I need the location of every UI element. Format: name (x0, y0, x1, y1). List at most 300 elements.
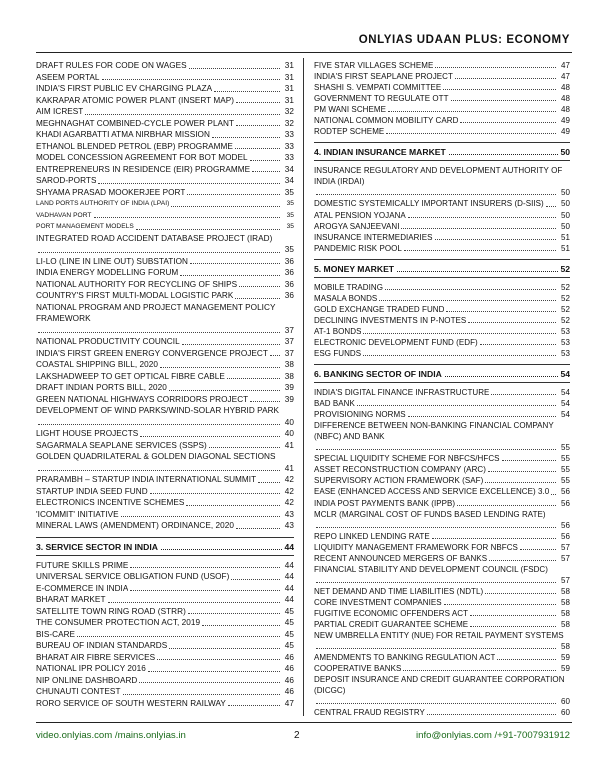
toc-entry[interactable] (36, 164, 294, 176)
toc-entry-title: BHARAT AIR FIBRE SERVICES (36, 652, 156, 662)
toc-entry-page: 57 (561, 575, 570, 585)
toc-entry[interactable] (36, 675, 294, 687)
toc-entry-page: 33 (284, 130, 294, 139)
toc-entry-leader-line (314, 520, 570, 531)
toc-entry[interactable] (314, 93, 570, 104)
dot-leader (363, 333, 556, 334)
dot-leader (190, 263, 280, 264)
toc-entry[interactable] (314, 498, 570, 509)
toc-entry[interactable] (36, 371, 294, 383)
column-divider (303, 58, 304, 716)
toc-entry-page: 55 (561, 454, 570, 464)
dot-leader (85, 114, 280, 115)
toc-entry-page: 52 (561, 282, 570, 292)
toc-entry-page: 55 (561, 476, 570, 486)
toc-entry-title: INTEGRATED ROAD ACCIDENT DATABASE PROJECT (IRAD) (36, 233, 273, 243)
toc-entry[interactable] (36, 83, 294, 95)
toc-section-heading[interactable] (314, 364, 570, 383)
toc-entry-title: PROVISIONING NORMS (314, 410, 406, 420)
toc-entry[interactable] (36, 129, 294, 141)
toc-entry-page: 36 (284, 279, 294, 289)
toc-entry-title: SPECIAL LIQUIDITY SCHEME FOR NBFCS/HFCS (314, 454, 500, 464)
toc-entry[interactable] (314, 509, 570, 531)
dot-leader (432, 538, 556, 539)
toc-entry-page: 44 (284, 572, 294, 581)
toc-entry-page: 53 (561, 337, 570, 347)
toc-entry[interactable] (36, 606, 294, 618)
toc-entry-page: 51 (561, 232, 570, 242)
toc-entry-title: PANDEMIC RISK POOL (314, 243, 402, 253)
dot-leader (171, 206, 280, 207)
toc-entry[interactable] (314, 348, 570, 359)
dot-leader (182, 344, 280, 345)
dot-leader (236, 102, 280, 103)
footer-contact[interactable]: info@onlyias.com /+91-7007931912 (415, 730, 570, 741)
toc-entry-title: MODEL CONCESSION AGREEMENT FOR BOT MODEL (36, 153, 248, 162)
toc-entry-title: LAND PORTS AUTHORITY OF INDIA (LPAI) (36, 200, 170, 207)
toc-entry-title: ELECTRONICS INCENTIVE SCHEMES (36, 498, 185, 507)
dot-leader (169, 390, 280, 391)
toc-entry-page: 35 (284, 245, 294, 254)
dot-leader (388, 111, 556, 112)
dot-leader (404, 250, 556, 251)
toc-entry-page: 56 (561, 498, 570, 508)
toc-entry[interactable] (36, 394, 294, 406)
toc-left-column (36, 60, 294, 709)
toc-entry[interactable] (36, 221, 294, 233)
toc-entry[interactable] (36, 571, 294, 583)
toc-entry-leader-line (36, 244, 294, 256)
toc-entry-title: PARTIAL CREDIT GUARANTEE SCHEME (314, 620, 469, 630)
toc-entry-title: INDIA'S FIRST GREEN ENERGY CONVERGENCE PROJECT (36, 348, 268, 358)
toc-entry-leader-line (314, 442, 570, 453)
toc-entry-page: 31 (284, 84, 294, 93)
toc-entry-title: DOMESTIC SYSTEMICALLY IMPORTANT INSURERS (D-SIIS) (314, 199, 544, 209)
toc-entry-page: 39 (284, 394, 294, 404)
toc-entry-title: SATELLITE TOWN RING ROAD (STRR) (36, 606, 186, 616)
dot-leader (480, 344, 556, 345)
toc-entry-title: INSURANCE REGULATORY AND DEVELOPMENT AUTHORITY OF INDIA (IRDAI) (314, 166, 563, 187)
toc-entry-page: 54 (560, 369, 570, 380)
dot-leader (470, 626, 556, 627)
toc-entry-page: 36 (284, 268, 294, 277)
toc-entry[interactable] (36, 560, 294, 572)
toc-entry-page: 50 (561, 210, 570, 220)
toc-entry-title: PORT MANAGEMENT MODELS (36, 223, 134, 230)
toc-entry-title: SHASHI S. VEMPATI COMMITTEE (314, 83, 442, 93)
toc-entry[interactable] (36, 95, 294, 107)
toc-entry-page: 49 (561, 127, 570, 137)
dot-leader (385, 289, 556, 290)
toc-entry-title: FUGITIVE ECONOMIC OFFENDERS ACT (314, 608, 469, 618)
toc-entry-title: INDIA'S DIGITAL FINANCE INFRASTRUCTURE (314, 388, 490, 398)
toc-entry[interactable] (314, 82, 570, 93)
dot-leader (77, 636, 280, 637)
dot-leader (316, 582, 556, 583)
toc-entry-page: 48 (561, 83, 570, 93)
dot-leader (161, 549, 283, 550)
toc-entry-title: NEW UMBRELLA ENTITY (NUE) FOR RETAIL PAYMENT SYSTEMS (314, 631, 564, 641)
dot-leader (491, 394, 556, 395)
toc-entry[interactable] (36, 72, 294, 84)
dot-leader (157, 659, 280, 660)
toc-entry-page: 54 (561, 388, 570, 398)
toc-entry-leader-line (314, 641, 570, 652)
toc-entry-title: MINERAL LAWS (AMENDMENT) ORDINANCE, 2020 (36, 521, 234, 530)
toc-entry-page: 50 (561, 199, 570, 209)
dot-leader (186, 505, 280, 506)
dot-leader (451, 100, 556, 101)
toc-entry[interactable] (36, 348, 294, 360)
toc-entry-page: 56 (561, 520, 570, 530)
toc-entry[interactable] (36, 629, 294, 641)
toc-entry[interactable] (314, 198, 570, 209)
toc-entry-title: SAGARMALA SEAPLANE SERVICES (SSPS) (36, 440, 207, 450)
toc-entry-page: 43 (284, 521, 294, 530)
toc-entry-page: 38 (284, 371, 294, 381)
dot-leader (252, 171, 280, 172)
toc-entry[interactable] (36, 640, 294, 652)
dot-leader (408, 416, 556, 417)
toc-entry[interactable] (314, 674, 570, 707)
toc-entry[interactable] (36, 594, 294, 606)
dot-leader (316, 648, 556, 649)
toc-entry[interactable] (314, 221, 570, 232)
toc-entry-title: DRAFT INDIAN PORTS BILL, 2020 (36, 383, 167, 392)
dot-leader (435, 67, 556, 68)
toc-entry-page: 36 (284, 291, 294, 300)
toc-entry-page: 41 (284, 463, 294, 473)
dot-leader (235, 298, 280, 299)
toc-entry-page: 33 (284, 141, 294, 151)
dot-leader (228, 705, 280, 706)
toc-entry[interactable] (36, 652, 294, 664)
toc-entry[interactable] (36, 302, 294, 337)
toc-entry[interactable] (36, 686, 294, 698)
toc-entry[interactable] (36, 198, 294, 210)
dot-leader (180, 275, 280, 276)
toc-entry-page: 33 (284, 153, 294, 162)
toc-entry[interactable] (36, 279, 294, 291)
toc-entry[interactable] (314, 542, 570, 553)
dot-leader (489, 560, 556, 561)
toc-entry[interactable] (36, 663, 294, 675)
toc-entry[interactable] (36, 141, 294, 153)
toc-entry-title: INSURANCE INTERMEDIARIES (314, 232, 433, 242)
dot-leader (363, 355, 556, 356)
toc-entry-page: 54 (561, 410, 570, 420)
toc-entry[interactable] (314, 398, 570, 409)
toc-entry-page: 50 (561, 221, 570, 231)
toc-entry[interactable] (36, 152, 294, 164)
dot-leader (235, 148, 280, 149)
toc-entry[interactable] (314, 232, 570, 243)
toc-entry-title: 3. SERVICE SECTOR IN INDIA (36, 541, 158, 552)
toc-entry[interactable] (314, 652, 570, 663)
toc-entry-page: 44 (284, 560, 294, 570)
toc-entry-title: RODTEP SCHEME (314, 127, 385, 137)
toc-entry-title: GOVERNMENT TO REGULATE OTT (314, 94, 449, 104)
toc-entry-page: 58 (561, 620, 570, 630)
toc-entry[interactable] (314, 564, 570, 586)
toc-entry-title: GOLD EXCHANGE TRADED FUND (314, 304, 445, 314)
toc-entry-page: 52 (561, 304, 570, 314)
toc-entry-page: 48 (561, 94, 570, 104)
dot-leader (435, 239, 556, 240)
dot-leader (457, 505, 556, 506)
toc-entry-page: 57 (561, 553, 570, 563)
dot-leader (520, 549, 556, 550)
dot-leader (401, 228, 556, 229)
toc-entry-page: 40 (284, 417, 294, 427)
toc-entry[interactable] (314, 315, 570, 326)
toc-entry-page: 47 (561, 72, 570, 82)
toc-entry-page: 46 (284, 664, 294, 673)
toc-entry-page: 42 (284, 475, 294, 484)
toc-entry[interactable] (314, 126, 570, 137)
toc-entry[interactable] (314, 71, 570, 82)
toc-entry-title: DIFFERENCE BETWEEN NON-BANKING FINANCIAL COMPANY (NBFC) AND BANK (314, 421, 554, 442)
toc-entry[interactable] (36, 118, 294, 130)
toc-entry-title: STARTUP INDIA SEED FUND (36, 486, 148, 496)
toc-entry-page: 46 (284, 675, 294, 685)
dot-leader (468, 322, 556, 323)
toc-entry[interactable] (36, 60, 294, 72)
toc-entry-page: 57 (561, 542, 570, 552)
toc-entry[interactable] (36, 290, 294, 302)
toc-entry-page: 31 (284, 61, 294, 70)
toc-entry-page: 50 (561, 188, 570, 198)
toc-entry[interactable] (314, 453, 570, 464)
toc-entry-leader-line (314, 575, 570, 586)
toc-entry-page: 45 (284, 618, 294, 627)
toc-entry-title: LAKSHADWEEP TO GET OPTICAL FIBRE CABLE (36, 371, 225, 381)
toc-entry-title: ELECTRONIC DEVELOPMENT FUND (EDF) (314, 337, 478, 347)
dot-leader (38, 424, 280, 425)
toc-entry-title: NET DEMAND AND TIME LIABILITIES (NDTL) (314, 586, 484, 596)
toc-entry[interactable] (36, 698, 294, 710)
dot-leader (123, 694, 281, 695)
toc-entry-page: 35 (286, 200, 294, 207)
toc-entry[interactable] (36, 428, 294, 440)
page-header-title: ONLYIAS UDAAN PLUS: ECONOMY (358, 34, 570, 46)
dot-leader (379, 300, 556, 301)
toc-entry[interactable] (314, 304, 570, 315)
dot-leader (94, 217, 281, 218)
toc-entry[interactable] (314, 707, 570, 718)
toc-entry-page: 52 (561, 315, 570, 325)
toc-entry[interactable] (314, 243, 570, 254)
toc-entry[interactable] (36, 175, 294, 187)
toc-entry-title: KAKRAPAR ATOMIC POWER PLANT (INSERT MAP) (36, 95, 235, 105)
toc-entry-title: INDIA POST PAYMENTS BANK (IPPB) (314, 498, 456, 508)
dot-leader (446, 311, 556, 312)
dot-leader (231, 579, 280, 580)
toc-entry-page: 54 (561, 399, 570, 409)
toc-entry[interactable] (36, 451, 294, 474)
dot-leader (488, 471, 556, 472)
toc-entry-title: INDIA ENERGY MODELLING FORUM (36, 268, 179, 277)
dot-leader (108, 602, 281, 603)
dot-leader (497, 659, 556, 660)
toc-entry[interactable] (314, 597, 570, 608)
toc-entry[interactable] (314, 387, 570, 398)
toc-entry-title: COOPERATIVE BANKS (314, 664, 402, 674)
toc-entry[interactable] (36, 210, 294, 222)
toc-entry-page: 32 (284, 107, 294, 116)
footer-website-links[interactable]: video.onlyias.com /mains.onlyias.in (36, 730, 186, 741)
toc-entry[interactable] (36, 509, 294, 521)
dot-leader (140, 436, 280, 437)
toc-entry-page: 58 (561, 586, 570, 596)
dot-leader (316, 527, 556, 528)
toc-entry[interactable] (36, 617, 294, 629)
dot-leader (485, 593, 556, 594)
toc-entry[interactable] (36, 267, 294, 279)
toc-entry[interactable] (36, 233, 294, 256)
toc-entry[interactable] (36, 520, 294, 532)
dot-leader (270, 355, 280, 356)
toc-entry-title: ENTREPRENEURS IN RESIDENCE (EIR) PROGRAMME (36, 164, 251, 174)
toc-entry[interactable] (36, 359, 294, 371)
toc-entry-page: 36 (284, 256, 294, 266)
dot-leader (546, 206, 556, 207)
toc-entry[interactable] (314, 165, 570, 198)
toc-entry[interactable] (314, 409, 570, 420)
dot-leader (443, 89, 556, 90)
toc-entry[interactable] (36, 336, 294, 348)
toc-entry[interactable] (36, 583, 294, 595)
toc-entry-page: 37 (284, 325, 294, 335)
toc-entry[interactable] (314, 553, 570, 564)
toc-entry-title: 6. BANKING SECTOR OF INDIA (314, 369, 442, 380)
toc-entry-page: 58 (561, 597, 570, 607)
dot-leader (236, 125, 280, 126)
toc-entry-title: 'ICOMMIT' INITIATIVE (36, 509, 119, 519)
toc-entry-title: 4. INDIAN INSURANCE MARKET (314, 147, 446, 158)
toc-entry[interactable] (314, 420, 570, 453)
toc-entry-page: 45 (284, 629, 294, 639)
toc-entry[interactable] (314, 104, 570, 115)
toc-entry[interactable] (314, 630, 570, 652)
dot-leader (485, 482, 556, 483)
toc-entry-title: AMENDMENTS TO BANKING REGULATION ACT (314, 653, 496, 663)
footer-page-number: 2 (294, 730, 300, 741)
toc-entry-page: 45 (284, 641, 294, 650)
toc-entry-page: 46 (284, 687, 294, 696)
toc-entry[interactable] (314, 293, 570, 304)
footer-rule (36, 722, 572, 723)
toc-entry-title: INDIA'S FIRST PUBLIC EV CHARGING PLAZA (36, 84, 213, 93)
dot-leader (445, 376, 559, 377)
toc-entry[interactable] (314, 326, 570, 337)
toc-section-heading[interactable] (36, 537, 294, 556)
dot-leader (470, 615, 556, 616)
toc-entry-title: GOLDEN QUADRILATERAL & GOLDEN DIAGONAL SECTIONS (36, 452, 276, 461)
toc-entry[interactable] (314, 464, 570, 475)
dot-leader (236, 528, 280, 529)
toc-entry-page: 31 (284, 72, 294, 82)
toc-entry[interactable] (36, 382, 294, 394)
dot-leader (316, 449, 556, 450)
toc-entry-title: NATIONAL PRODUCTIVITY COUNCIL (36, 337, 180, 346)
toc-entry[interactable] (36, 474, 294, 486)
toc-entry[interactable] (36, 405, 294, 428)
toc-entry-title: CHUNAUTI CONTEST (36, 687, 121, 696)
toc-entry-title: BHARAT MARKET (36, 595, 106, 604)
toc-entry[interactable] (314, 486, 570, 497)
toc-entry[interactable] (314, 282, 570, 293)
toc-entry[interactable] (36, 486, 294, 498)
toc-section-heading[interactable] (314, 142, 570, 161)
toc-entry[interactable] (314, 115, 570, 126)
dot-leader (455, 78, 556, 79)
toc-entry-page: 41 (284, 440, 294, 450)
toc-entry-page: 39 (284, 383, 294, 392)
toc-entry[interactable] (36, 497, 294, 509)
toc-entry[interactable] (36, 440, 294, 452)
toc-entry[interactable] (314, 210, 570, 221)
dot-leader (258, 482, 280, 483)
toc-entry-title: BIS-CARE (36, 629, 76, 639)
toc-entry[interactable] (314, 619, 570, 630)
dot-leader (38, 252, 280, 253)
dot-leader (130, 567, 280, 568)
toc-entry-title: AROGYA SANJEEVANI (314, 221, 400, 231)
toc-entry-leader-line (314, 187, 570, 198)
toc-entry-title: DRAFT RULES FOR CODE ON WAGES (36, 61, 187, 70)
toc-entry[interactable] (314, 586, 570, 597)
toc-entry-title: SUPERVISORY ACTION FRAMEWORK (SAF) (314, 476, 484, 486)
dot-leader (316, 194, 556, 195)
toc-entry-page: 53 (561, 348, 570, 358)
dot-leader (38, 470, 280, 471)
toc-entry-title: VADHAVAN PORT (36, 211, 92, 219)
toc-entry-title: RECENT ANNOUNCED MERGERS OF BANKS (314, 553, 488, 563)
toc-entry-page: 37 (284, 348, 294, 358)
toc-entry[interactable] (314, 337, 570, 348)
toc-entry-title: NATIONAL COMMON MOBILITY CARD (314, 116, 459, 126)
toc-section-heading[interactable] (314, 259, 570, 278)
toc-entry[interactable] (36, 187, 294, 199)
dot-leader (38, 332, 280, 333)
toc-entry-page: 34 (284, 164, 294, 174)
dot-leader (408, 217, 556, 218)
toc-entry-title: MOBILE TRADING (314, 282, 384, 292)
toc-entry-title: DEVELOPMENT OF WIND PARKS/WIND-SOLAR HYBRID PARK (36, 406, 280, 415)
toc-entry-title: MASALA BONDS (314, 293, 378, 303)
dot-leader (202, 625, 280, 626)
toc-entry[interactable] (314, 475, 570, 486)
dot-leader (121, 516, 280, 517)
toc-entry-title: UNIVERSAL SERVICE OBLIGATION FUND (USOF) (36, 572, 230, 581)
toc-entry-page: 34 (284, 176, 294, 185)
toc-entry-page: 35 (286, 211, 294, 219)
dot-leader (316, 703, 556, 704)
toc-entry[interactable] (314, 531, 570, 542)
toc-entry[interactable] (314, 663, 570, 674)
toc-entry[interactable] (36, 256, 294, 268)
toc-entry[interactable] (36, 106, 294, 118)
toc-entry-title: DEPOSIT INSURANCE AND CREDIT GUARANTEE CORPORATION (DICGC) (314, 675, 565, 696)
toc-entry[interactable] (314, 608, 570, 619)
toc-entry[interactable] (314, 60, 570, 71)
toc-entry-title: LIQUIDITY MANAGEMENT FRAMEWORK FOR NBFCS (314, 542, 518, 552)
toc-entry-page: 52 (560, 263, 570, 274)
dot-leader (250, 160, 280, 161)
toc-entry-page: 55 (561, 443, 570, 453)
toc-entry-title: RORO SERVICE OF SOUTH WESTERN RAILWAY (36, 698, 226, 708)
